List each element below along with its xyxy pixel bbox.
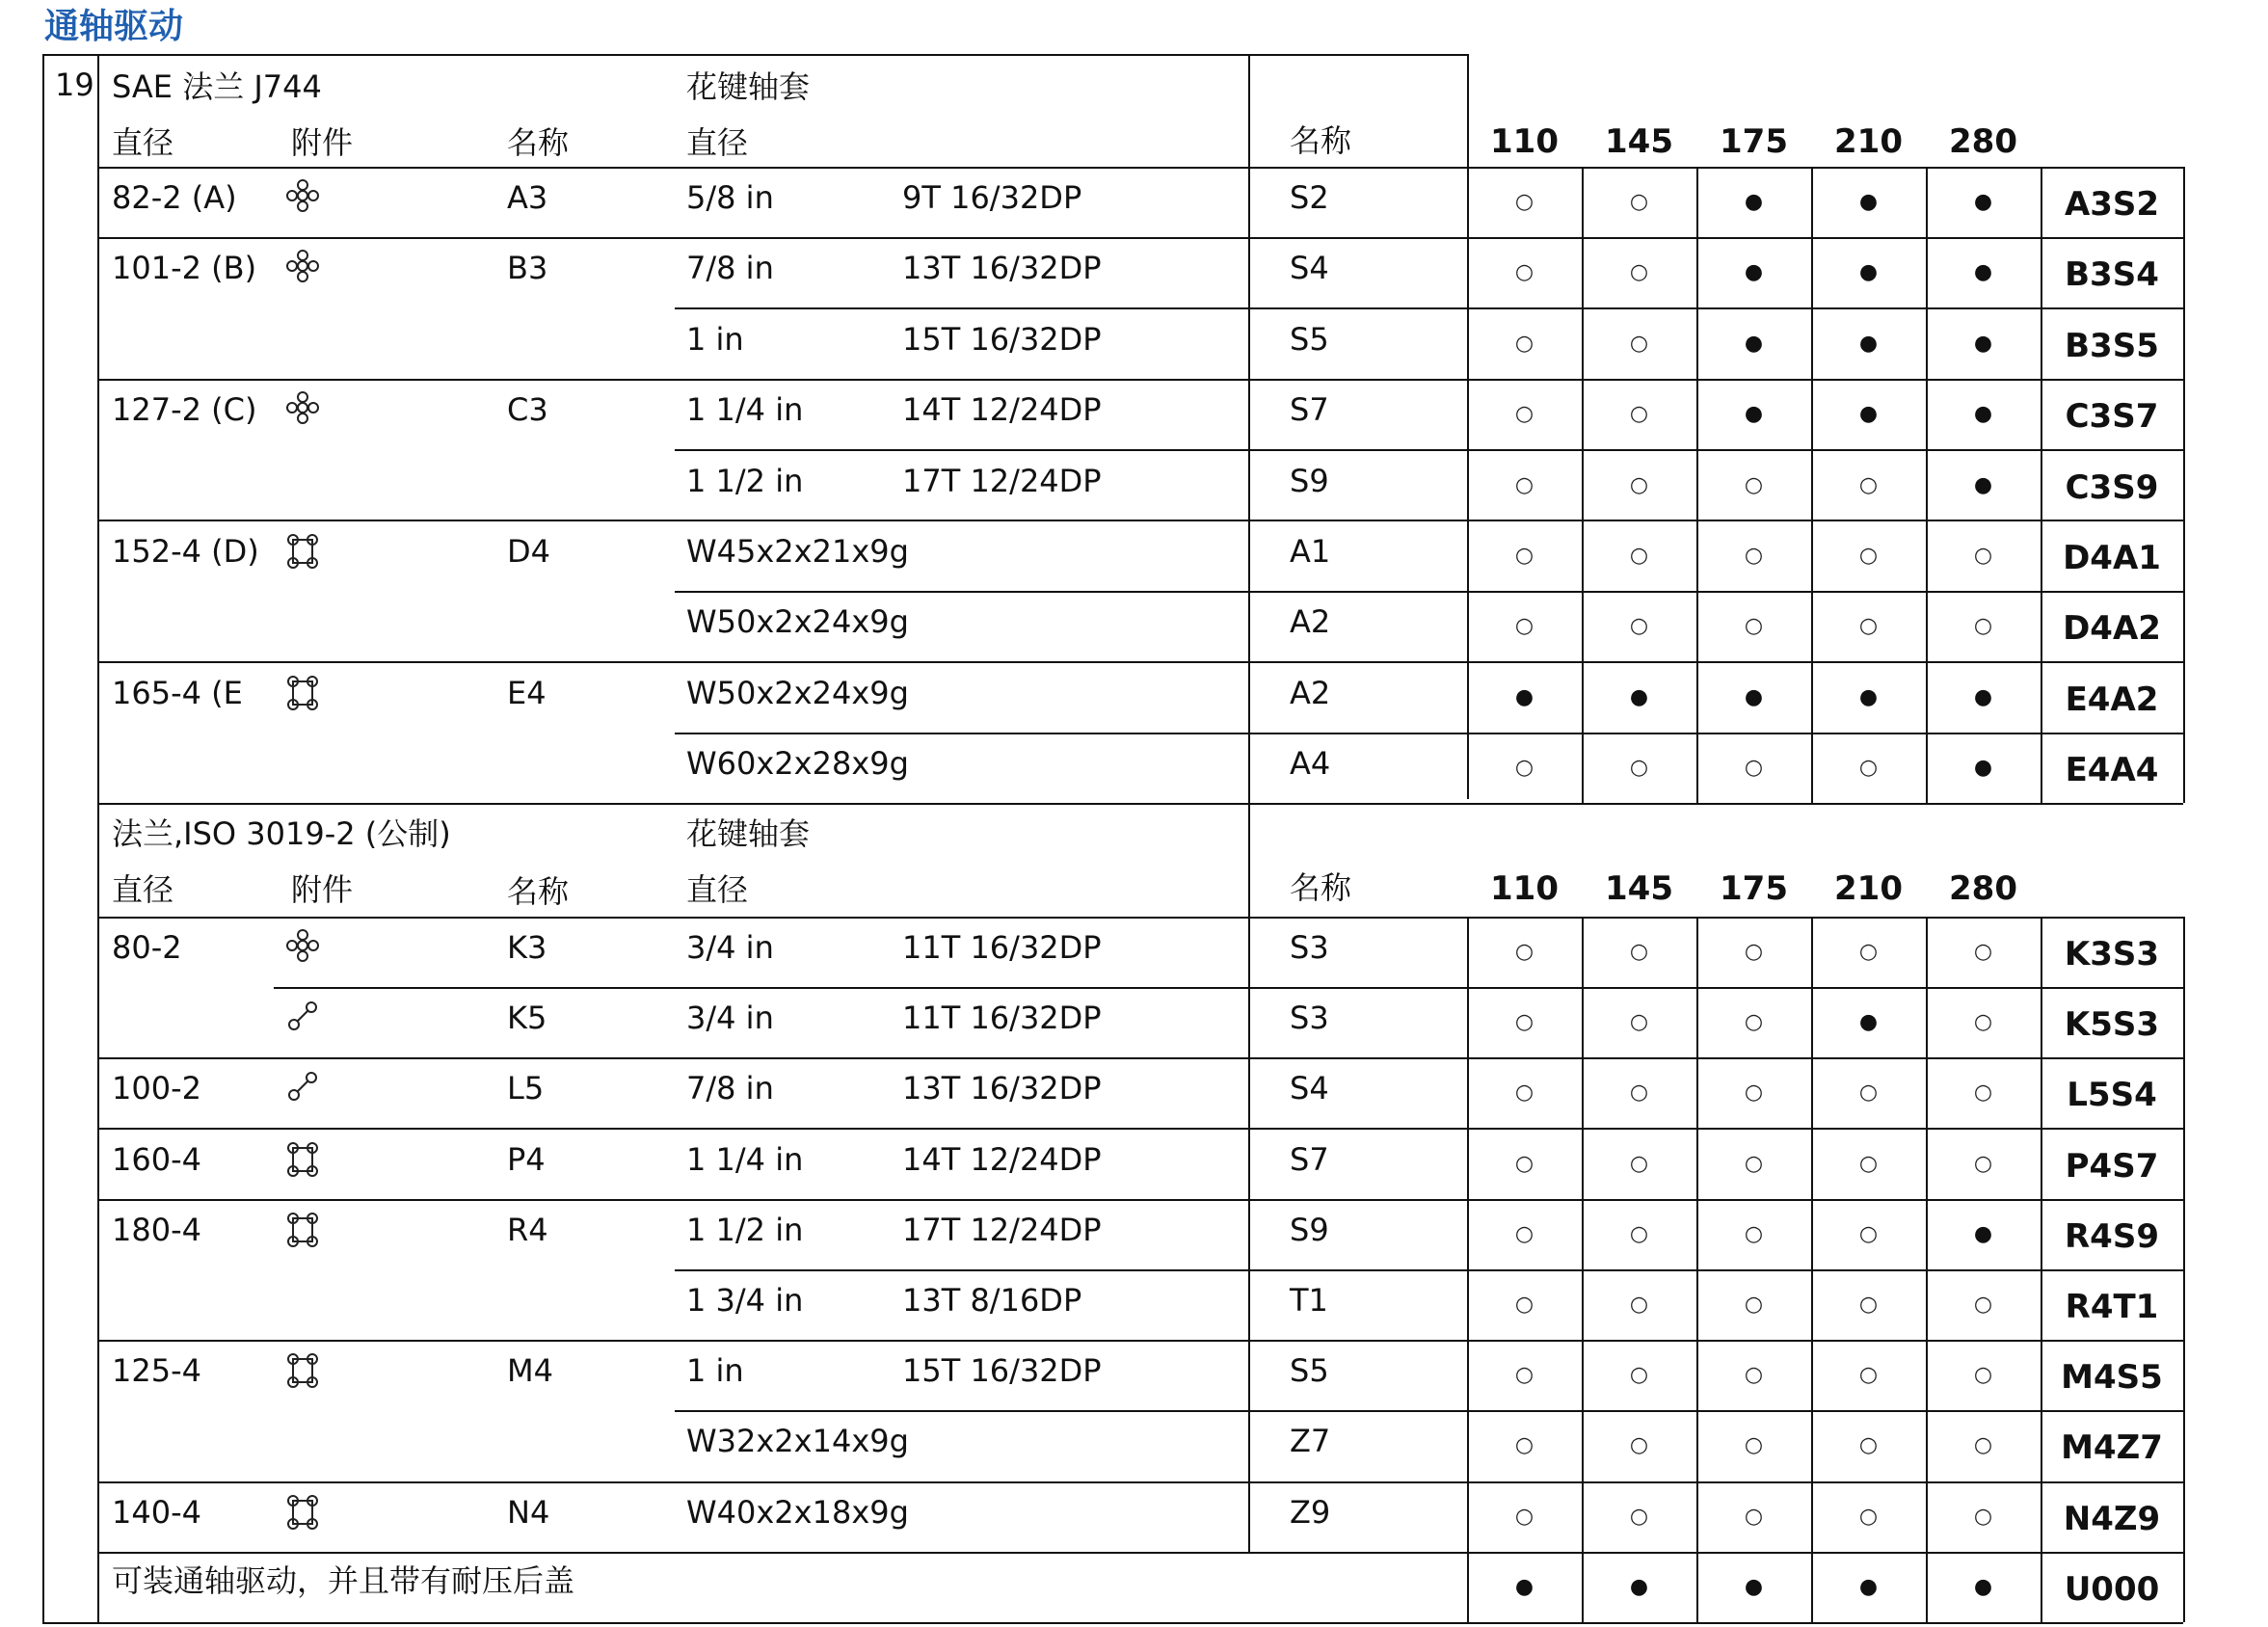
unavailable-dot-175: ○ xyxy=(1744,1363,1764,1388)
unavailable-dot-175: ○ xyxy=(1744,1010,1764,1035)
four-hole-flange-icon xyxy=(285,1140,320,1183)
order-code: D4A1 xyxy=(2063,539,2161,577)
unavailable-dot-110: ○ xyxy=(1514,331,1534,356)
spline-teeth: 13T 8/16DP xyxy=(902,1282,1082,1319)
unavailable-dot-110: ○ xyxy=(1514,260,1534,285)
grid-line xyxy=(2183,917,2185,1622)
grid-line xyxy=(1582,917,1584,1622)
attachment-name: R4 xyxy=(507,1211,548,1248)
unavailable-dot-175: ○ xyxy=(1744,1151,1764,1176)
section1-header-spline-name: 名称 xyxy=(1290,122,1352,159)
unavailable-dot-210: ○ xyxy=(1858,1433,1879,1458)
section1-size-175: 175 xyxy=(1720,122,1788,161)
available-dot-110: ● xyxy=(1514,684,1534,709)
spline-diameter: 3/4 in xyxy=(686,929,774,966)
spline-name: A4 xyxy=(1290,745,1331,783)
four-hole-flange-icon xyxy=(285,1351,320,1394)
unavailable-dot-145: ○ xyxy=(1629,1151,1649,1176)
unavailable-dot-175: ○ xyxy=(1744,614,1764,639)
unavailable-dot-110: ○ xyxy=(1514,190,1534,214)
unavailable-dot-110: ○ xyxy=(1514,1010,1534,1035)
grid-line xyxy=(97,661,2183,663)
grid-line xyxy=(675,1410,2183,1412)
available-dot-175: ● xyxy=(1744,190,1764,214)
grid-line xyxy=(675,1269,2183,1271)
two-hole-flange-icon xyxy=(285,928,320,967)
unavailable-dot-175: ○ xyxy=(1744,1221,1764,1246)
grid-line xyxy=(97,237,2183,239)
spline-diameter: 1 in xyxy=(686,1352,744,1390)
spline-diameter: 5/8 in xyxy=(686,179,774,216)
grid-line xyxy=(2041,167,2042,803)
grid-line xyxy=(1811,917,1813,1622)
grid-line xyxy=(97,1552,2183,1554)
section2-size-110: 110 xyxy=(1490,869,1559,908)
unavailable-dot-110: ○ xyxy=(1514,1221,1534,1246)
order-code: B3S4 xyxy=(2065,255,2159,295)
attachment-name: K3 xyxy=(507,929,547,966)
spline-diameter: 1 3/4 in xyxy=(686,1282,804,1319)
spline-diameter: 7/8 in xyxy=(686,250,774,287)
grid-line xyxy=(42,54,1467,56)
available-dot-145: ● xyxy=(1629,1575,1649,1599)
spline-teeth: 14T 12/24DP xyxy=(902,391,1102,429)
spline-teeth: 14T 12/24DP xyxy=(902,1140,1102,1178)
available-dot-210: ● xyxy=(1858,260,1879,285)
section1-size-210: 210 xyxy=(1834,122,1903,161)
unavailable-dot-210: ○ xyxy=(1858,1221,1879,1246)
spline-diameter: 1 1/2 in xyxy=(686,462,804,499)
grid-line xyxy=(97,917,2183,919)
order-code: E4A2 xyxy=(2065,680,2159,719)
spline-diameter: W32x2x14x9g xyxy=(686,1423,909,1460)
grid-line xyxy=(97,803,2183,805)
spline-name: S5 xyxy=(1290,320,1329,358)
unavailable-dot-210: ○ xyxy=(1858,614,1879,639)
unavailable-dot-175: ○ xyxy=(1744,1293,1764,1317)
available-dot-210: ● xyxy=(1858,402,1879,427)
unavailable-dot-110: ○ xyxy=(1514,544,1534,568)
grid-line xyxy=(1696,167,1698,803)
unavailable-dot-175: ○ xyxy=(1744,940,1764,964)
attachment-name: C3 xyxy=(507,391,548,429)
unavailable-dot-280: ○ xyxy=(1973,1080,1993,1106)
four-hole-flange-icon xyxy=(285,674,320,716)
available-dot-280: ● xyxy=(1973,1221,1993,1246)
unavailable-dot-210: ○ xyxy=(1858,940,1879,964)
section2-size-210: 210 xyxy=(1834,869,1903,908)
grid-line xyxy=(97,1481,2183,1483)
spline-name: T1 xyxy=(1290,1282,1328,1319)
order-code: R4T1 xyxy=(2065,1288,2159,1326)
spline-diameter: 1 1/2 in xyxy=(686,1211,804,1248)
attachment-name: P4 xyxy=(507,1140,546,1178)
spline-diameter: 3/4 in xyxy=(686,1000,774,1037)
spline-name: S7 xyxy=(1290,1140,1329,1178)
attachment-name: N4 xyxy=(507,1493,550,1531)
unavailable-dot-110: ○ xyxy=(1514,1433,1534,1458)
spline-teeth: 11T 16/32DP xyxy=(902,929,1102,966)
section1-spline-title: 花键轴套 xyxy=(686,68,811,105)
flange-diameter: 140-4 xyxy=(112,1493,201,1531)
order-code: C3S9 xyxy=(2065,467,2159,507)
unavailable-dot-145: ○ xyxy=(1629,1293,1649,1317)
attachment-name: K5 xyxy=(507,1000,547,1037)
unavailable-dot-145: ○ xyxy=(1629,544,1649,568)
order-code: B3S5 xyxy=(2065,326,2159,365)
flange-diameter: 127-2 (C) xyxy=(112,391,257,429)
spline-name: A2 xyxy=(1290,603,1331,641)
attachment-name: A3 xyxy=(507,179,548,216)
grid-line xyxy=(97,379,2183,381)
spline-name: S3 xyxy=(1290,1000,1329,1037)
available-dot-210: ● xyxy=(1858,1575,1879,1599)
available-dot-110: ● xyxy=(1514,1575,1534,1599)
section1-size-110: 110 xyxy=(1490,122,1559,161)
unavailable-dot-110: ○ xyxy=(1514,1293,1534,1317)
spline-name: S9 xyxy=(1290,462,1329,499)
spline-name: S3 xyxy=(1290,929,1329,966)
available-dot-280: ● xyxy=(1973,472,1993,497)
unavailable-dot-210: ○ xyxy=(1858,1363,1879,1388)
unavailable-dot-280: ○ xyxy=(1973,614,1993,639)
grid-line xyxy=(1467,54,1469,799)
grid-line xyxy=(97,54,99,1622)
unavailable-dot-210: ○ xyxy=(1858,1504,1879,1529)
section1-size-280: 280 xyxy=(1949,122,2017,161)
grid-line xyxy=(675,591,2183,593)
spline-name: S2 xyxy=(1290,179,1329,216)
available-dot-175: ● xyxy=(1744,402,1764,427)
section1-header-diameter: 直径 xyxy=(112,124,174,161)
available-dot-280: ● xyxy=(1973,331,1993,356)
grid-line xyxy=(675,307,2183,309)
grid-line xyxy=(97,1057,2183,1059)
spline-diameter: 1 1/4 in xyxy=(686,1140,804,1178)
unavailable-dot-145: ○ xyxy=(1629,190,1649,214)
unavailable-dot-145: ○ xyxy=(1629,940,1649,964)
unavailable-dot-210: ○ xyxy=(1858,544,1879,568)
grid-line xyxy=(42,1622,97,1624)
spline-diameter: 7/8 in xyxy=(686,1070,774,1107)
unavailable-dot-175: ○ xyxy=(1744,1433,1764,1458)
spline-teeth: 13T 16/32DP xyxy=(902,250,1102,287)
grid-line xyxy=(274,987,2183,989)
spline-name: A1 xyxy=(1290,533,1331,570)
flange-diameter: 152-4 (D) xyxy=(112,533,259,570)
unavailable-dot-145: ○ xyxy=(1629,1363,1649,1388)
attachment-name: B3 xyxy=(507,250,548,287)
available-dot-175: ● xyxy=(1744,1575,1764,1599)
grid-line xyxy=(42,54,44,1622)
section1-title: SAE 法兰 J744 xyxy=(112,68,322,105)
two-hole-flange-icon xyxy=(285,249,320,287)
section2-header-name: 名称 xyxy=(507,873,570,910)
section2-size-145: 145 xyxy=(1605,869,1673,908)
available-dot-175: ● xyxy=(1744,260,1764,285)
available-dot-280: ● xyxy=(1973,260,1993,285)
spline-name: S5 xyxy=(1290,1352,1329,1390)
section2-spline-title: 花键轴套 xyxy=(686,815,811,852)
spline-diameter: W45x2x21x9g xyxy=(686,533,909,570)
unavailable-dot-110: ○ xyxy=(1514,756,1534,781)
unavailable-dot-110: ○ xyxy=(1514,1151,1534,1176)
order-code: E4A4 xyxy=(2065,751,2159,790)
section2-header-spline-name: 名称 xyxy=(1290,869,1352,906)
flange-diameter: 100-2 xyxy=(112,1070,201,1107)
unavailable-dot-175: ○ xyxy=(1744,472,1764,497)
order-code: U000 xyxy=(2064,1570,2160,1609)
unavailable-dot-280: ○ xyxy=(1973,940,1993,964)
order-code: M4Z7 xyxy=(2061,1428,2163,1468)
spline-teeth: 15T 16/32DP xyxy=(902,320,1102,358)
unavailable-dot-210: ○ xyxy=(1858,472,1879,497)
available-dot-280: ● xyxy=(1973,190,1993,214)
order-code: N4Z9 xyxy=(2063,1499,2161,1538)
section1-size-145: 145 xyxy=(1605,122,1673,161)
section2-size-175: 175 xyxy=(1720,869,1788,908)
unavailable-dot-280: ○ xyxy=(1973,544,1993,568)
grid-line xyxy=(675,449,2183,451)
unavailable-dot-145: ○ xyxy=(1629,1010,1649,1035)
four-hole-flange-icon xyxy=(285,1493,320,1535)
flange-diameter: 101-2 (B) xyxy=(112,250,257,287)
flange-diameter: 165-4 (E xyxy=(112,674,243,711)
unavailable-dot-145: ○ xyxy=(1629,402,1649,427)
grid-line xyxy=(1926,917,1928,1622)
available-dot-175: ● xyxy=(1744,331,1764,356)
unavailable-dot-110: ○ xyxy=(1514,1363,1534,1388)
grid-line xyxy=(97,167,2183,169)
spline-name: S9 xyxy=(1290,1211,1329,1248)
grid-line xyxy=(97,1340,2183,1342)
unavailable-dot-175: ○ xyxy=(1744,1080,1764,1106)
available-dot-175: ● xyxy=(1744,684,1764,709)
unavailable-dot-280: ○ xyxy=(1973,1293,1993,1317)
available-dot-145: ● xyxy=(1629,684,1649,709)
unavailable-dot-110: ○ xyxy=(1514,940,1534,964)
spline-teeth: 9T 16/32DP xyxy=(902,179,1082,216)
unavailable-dot-145: ○ xyxy=(1629,1221,1649,1246)
flange-diameter: 82-2 (A) xyxy=(112,179,237,216)
attachment-name: M4 xyxy=(507,1352,553,1390)
two-hole-flange-icon xyxy=(285,178,320,217)
available-dot-210: ● xyxy=(1858,684,1879,709)
order-code: L5S4 xyxy=(2067,1076,2157,1115)
unavailable-dot-110: ○ xyxy=(1514,1504,1534,1529)
unavailable-dot-145: ○ xyxy=(1629,1433,1649,1458)
unavailable-dot-145: ○ xyxy=(1629,1080,1649,1106)
spline-diameter: W50x2x24x9g xyxy=(686,603,909,641)
spline-teeth: 17T 12/24DP xyxy=(902,1211,1102,1248)
spline-teeth: 17T 12/24DP xyxy=(902,462,1102,499)
order-code: K3S3 xyxy=(2064,935,2160,974)
unavailable-dot-280: ○ xyxy=(1973,1363,1993,1388)
unavailable-dot-145: ○ xyxy=(1629,331,1649,356)
spline-teeth: 15T 16/32DP xyxy=(902,1352,1102,1390)
unavailable-dot-145: ○ xyxy=(1629,614,1649,639)
section2-header-attachment: 附件 xyxy=(291,871,354,908)
attachment-name: E4 xyxy=(507,674,547,711)
grid-line xyxy=(97,520,2183,521)
flange-diameter: 80-2 xyxy=(112,929,182,966)
spline-name: Z7 xyxy=(1290,1423,1331,1460)
unavailable-dot-175: ○ xyxy=(1744,1504,1764,1529)
spline-diameter: W40x2x18x9g xyxy=(686,1493,909,1531)
order-code: K5S3 xyxy=(2064,1005,2160,1045)
attachment-name: L5 xyxy=(507,1070,545,1107)
grid-line xyxy=(675,733,2183,734)
section2-size-280: 280 xyxy=(1949,869,2017,908)
small-two-hole-flange-icon xyxy=(285,1069,320,1107)
unavailable-dot-110: ○ xyxy=(1514,614,1534,639)
two-hole-flange-icon xyxy=(285,390,320,429)
unavailable-dot-280: ○ xyxy=(1973,1504,1993,1529)
available-dot-210: ● xyxy=(1858,1010,1879,1035)
section1-header-spline-diameter: 直径 xyxy=(686,124,749,161)
spline-diameter: 1 1/4 in xyxy=(686,391,804,429)
four-hole-flange-icon xyxy=(285,532,320,574)
available-dot-210: ● xyxy=(1858,190,1879,214)
available-dot-280: ● xyxy=(1973,402,1993,427)
grid-line xyxy=(1582,167,1584,803)
unavailable-dot-175: ○ xyxy=(1744,756,1764,781)
order-code: A3S2 xyxy=(2064,185,2160,224)
order-code: D4A2 xyxy=(2063,609,2161,649)
spline-name: S7 xyxy=(1290,391,1329,429)
section2-header-diameter: 直径 xyxy=(112,871,174,908)
spline-name: S4 xyxy=(1290,1070,1329,1107)
unavailable-dot-145: ○ xyxy=(1629,756,1649,781)
grid-line xyxy=(97,1128,2183,1130)
small-two-hole-flange-icon xyxy=(285,999,320,1037)
grid-line xyxy=(2041,917,2042,1622)
unavailable-dot-110: ○ xyxy=(1514,472,1534,497)
spline-teeth: 11T 16/32DP xyxy=(902,1000,1102,1037)
order-code: R4S9 xyxy=(2065,1216,2159,1256)
spline-diameter: 1 in xyxy=(686,320,744,358)
flange-diameter: 180-4 xyxy=(112,1211,201,1248)
unavailable-dot-175: ○ xyxy=(1744,544,1764,568)
unavailable-dot-210: ○ xyxy=(1858,1293,1879,1317)
page-heading: 通轴驱动 xyxy=(44,7,184,46)
through-drive-text: 可装通轴驱动，并且带有耐压后盖 xyxy=(112,1562,575,1599)
section1-header-name: 名称 xyxy=(507,124,570,161)
grid-line xyxy=(97,1622,2183,1624)
available-dot-280: ● xyxy=(1973,684,1993,709)
item-number: 19 xyxy=(55,67,94,103)
order-code: P4S7 xyxy=(2065,1146,2159,1186)
spline-diameter: W60x2x28x9g xyxy=(686,745,909,783)
spline-name: S4 xyxy=(1290,250,1329,287)
unavailable-dot-210: ○ xyxy=(1858,756,1879,781)
unavailable-dot-110: ○ xyxy=(1514,1080,1534,1106)
unavailable-dot-210: ○ xyxy=(1858,1080,1879,1106)
grid-line xyxy=(1811,167,1813,803)
unavailable-dot-280: ○ xyxy=(1973,1010,1993,1035)
spline-name: Z9 xyxy=(1290,1493,1331,1531)
section2-title: 法兰,ISO 3019-2 (公制) xyxy=(112,815,451,852)
unavailable-dot-210: ○ xyxy=(1858,1151,1879,1176)
available-dot-210: ● xyxy=(1858,331,1879,356)
section1-header-attachment: 附件 xyxy=(291,124,354,161)
available-dot-280: ● xyxy=(1973,756,1993,781)
four-hole-flange-icon xyxy=(285,1211,320,1253)
spline-diameter: W50x2x24x9g xyxy=(686,674,909,711)
spline-teeth: 13T 16/32DP xyxy=(902,1070,1102,1107)
spline-name: A2 xyxy=(1290,674,1331,711)
section2-header-spline-diameter: 直径 xyxy=(686,871,749,908)
unavailable-dot-145: ○ xyxy=(1629,472,1649,497)
order-code: M4S5 xyxy=(2061,1358,2163,1398)
grid-line xyxy=(1926,167,1928,803)
attachment-name: D4 xyxy=(507,533,550,570)
available-dot-280: ● xyxy=(1973,1575,1993,1599)
flange-diameter: 125-4 xyxy=(112,1352,201,1390)
order-code: C3S7 xyxy=(2065,397,2159,437)
unavailable-dot-145: ○ xyxy=(1629,1504,1649,1529)
unavailable-dot-280: ○ xyxy=(1973,1151,1993,1176)
grid-line xyxy=(1696,917,1698,1622)
unavailable-dot-280: ○ xyxy=(1973,1433,1993,1458)
grid-line xyxy=(2183,167,2185,803)
unavailable-dot-110: ○ xyxy=(1514,402,1534,427)
unavailable-dot-145: ○ xyxy=(1629,260,1649,285)
grid-line xyxy=(97,1199,2183,1201)
flange-diameter: 160-4 xyxy=(112,1140,201,1178)
